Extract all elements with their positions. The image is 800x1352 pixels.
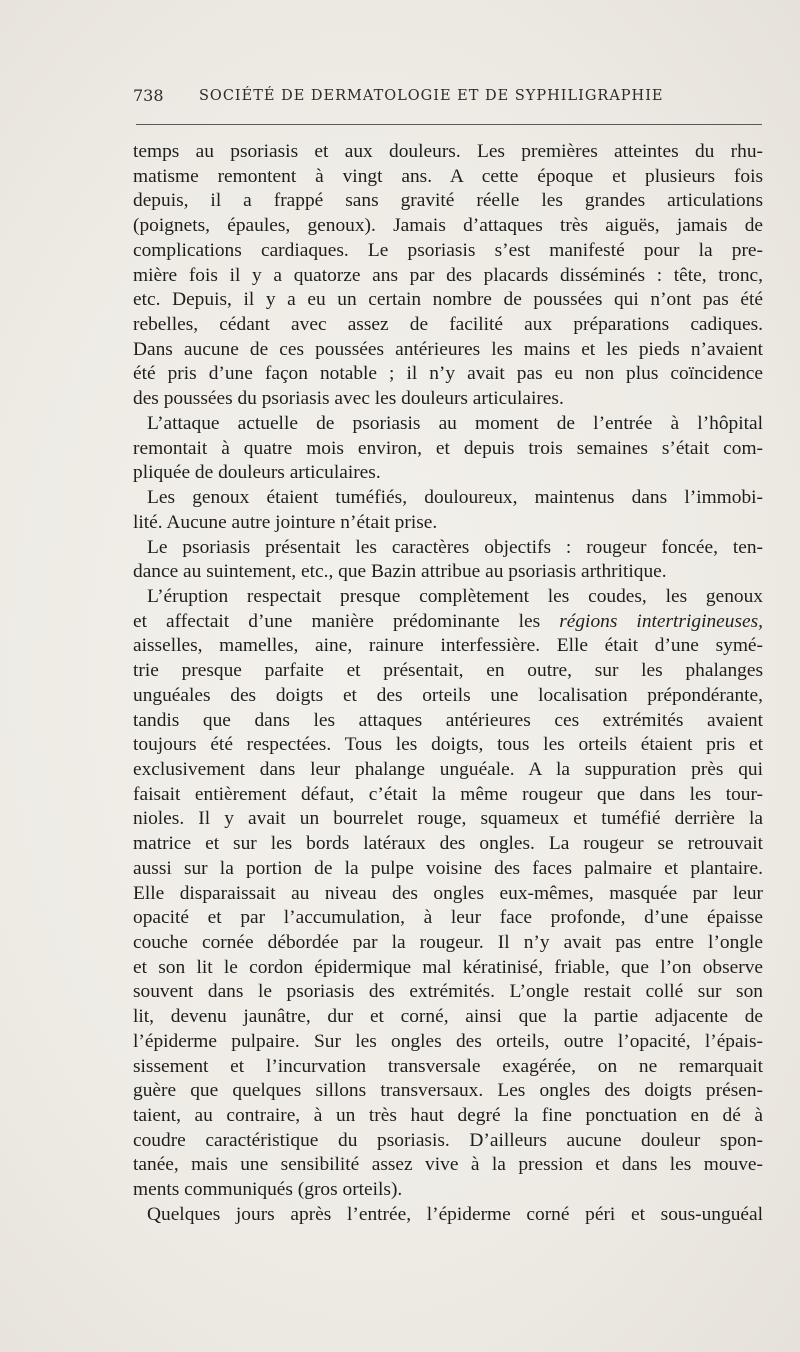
text-line: etc. Depuis, il y a eu un certain nombre de poussées qui n’ont pas été [133,289,763,311]
running-title: SOCIÉTÉ DE DERMATOLOGIE ET DE SYPHILIGRAPHIE [199,88,664,104]
text-line: couche cornée débordée par la rougeur. Il n’y avait pas entre l’ongle [133,932,763,953]
text-line: lité. Aucune autre jointure n’était prise. [133,511,438,533]
header-rule [136,124,762,125]
text-line: tanée, mais une sensibilité assez vive à la pression et dans les mouve- [133,1154,763,1176]
text-line: Elle disparaissait au niveau des ongles eux-mêmes, masquée par leur [133,882,763,904]
text-line: et son lit le cordon épidermique mal kératinisé, friable, que l’on observe [133,956,763,978]
text-line: remontait à quatre mois environ, et depuis trois semaines s’était com- [133,437,763,459]
text-line: mière fois il y a quatorze ans par des placards disséminés : tête, tronc, [133,264,763,286]
text-line: des poussées du psoriasis avec les douleurs articulaires. [133,388,564,410]
text-line: tandis que dans les attaques antérieures ces extrémités avaient [133,709,763,731]
text-line: faisait entièrement défaut, c’était la même rougeur que dans les tour- [133,783,763,805]
text-line: coudre caractéristique du psoriasis. D’ailleurs aucune douleur spon- [133,1129,763,1151]
text-line: lit, devenu jaunâtre, dur et corné, ainsi que la partie adjacente de [133,1006,763,1028]
text-line: L’éruption respectait presque complètement les coudes, les genoux [147,585,763,607]
text-line: guère que quelques sillons transversaux. Les ongles des doigts présen- [133,1080,763,1102]
text-line: souvent dans le psoriasis des extrémités. L’ongle restait collé sur son [133,981,763,1003]
text-line: matrice et sur les bords latéraux des ongles. La rougeur se retrouvait [133,833,763,855]
running-header [133,86,763,112]
text-line: unguéales des doigts et des orteils une localisation prépondérante, [133,684,763,706]
text-line: aisselles, mamelles, aine, rainure interfessière. Elle était d’une symé- [133,635,763,657]
text-line: taient, au contraire, à un très haut degré la fine ponctuation en dé à [133,1105,763,1127]
text-line: exclusivement dans leur phalange unguéale. A la suppuration près qui [133,758,763,780]
text-line: aussi sur la portion de la pulpe voisine des faces palmaire et plantaire. [133,857,763,879]
text-line: l’épiderme pulpaire. Sur les ongles des orteils, outre l’opacité, l’épais- [133,1030,763,1052]
text-line: trie presque parfaite et présentait, en outre, sur les phalanges [133,660,763,682]
text-line: rebelles, cédant avec assez de facilité aux préparations cadiques. [133,314,763,336]
text-line-part: et affectait d’une manière prédominante les [133,610,560,632]
text-line: L’attaque actuelle de psoriasis au moment de l’entrée à l’hôpital [147,412,763,434]
text-line: Les genoux étaient tuméfiés, douloureux, maintenus dans l’immobi- [147,487,763,509]
text-line: été pris d’une façon notable ; il n’y avait pas eu non plus coïncidence [133,363,763,385]
text-line: dance au suintement, etc., que Bazin attribue au psoriasis arthritique. [133,561,667,583]
text-line: opacité et par l’accumulation, à leur face profonde, d’une épaisse [133,907,763,929]
italic-phrase: régions intertrigineuses, [559,610,763,632]
body-text [133,140,763,1228]
page-number: 738 [133,86,164,105]
text-line: pliquée de douleurs articulaires. [133,462,381,484]
text-line: ments communiqués (gros orteils). [133,1179,403,1201]
text-line: temps au psoriasis et aux douleurs. Les premières atteintes du rhu- [133,141,763,162]
text-line: Dans aucune de ces poussées antérieures les mains et les pieds n’avaient [133,338,763,360]
text-line: depuis, il a frappé sans gravité réelle les grandes articulations [133,190,763,212]
text-line: nioles. Il y avait un bourrelet rouge, squameux et tuméfié derrière la [133,808,763,830]
text-line: matisme remontent à vingt ans. A cette époque et plusieurs fois [133,165,763,187]
text-line: complications cardiaques. Le psoriasis s’est manifesté pour la pre- [133,239,763,261]
text-line: (poignets, épaules, genoux). Jamais d’attaques très aiguës, jamais de [133,215,763,237]
text-line: Quelques jours après l’entrée, l’épiderme corné péri et sous-unguéal [147,1203,763,1225]
text-line: Le psoriasis présentait les caractères objectifs : rougeur foncée, ten- [147,536,763,558]
text-line: toujours été respectées. Tous les doigts, tous les orteils étaient pris et [133,734,763,756]
text-line: sissement et l’incurvation transversale exagérée, on ne remarquait [133,1055,763,1077]
text-line [133,610,763,635]
